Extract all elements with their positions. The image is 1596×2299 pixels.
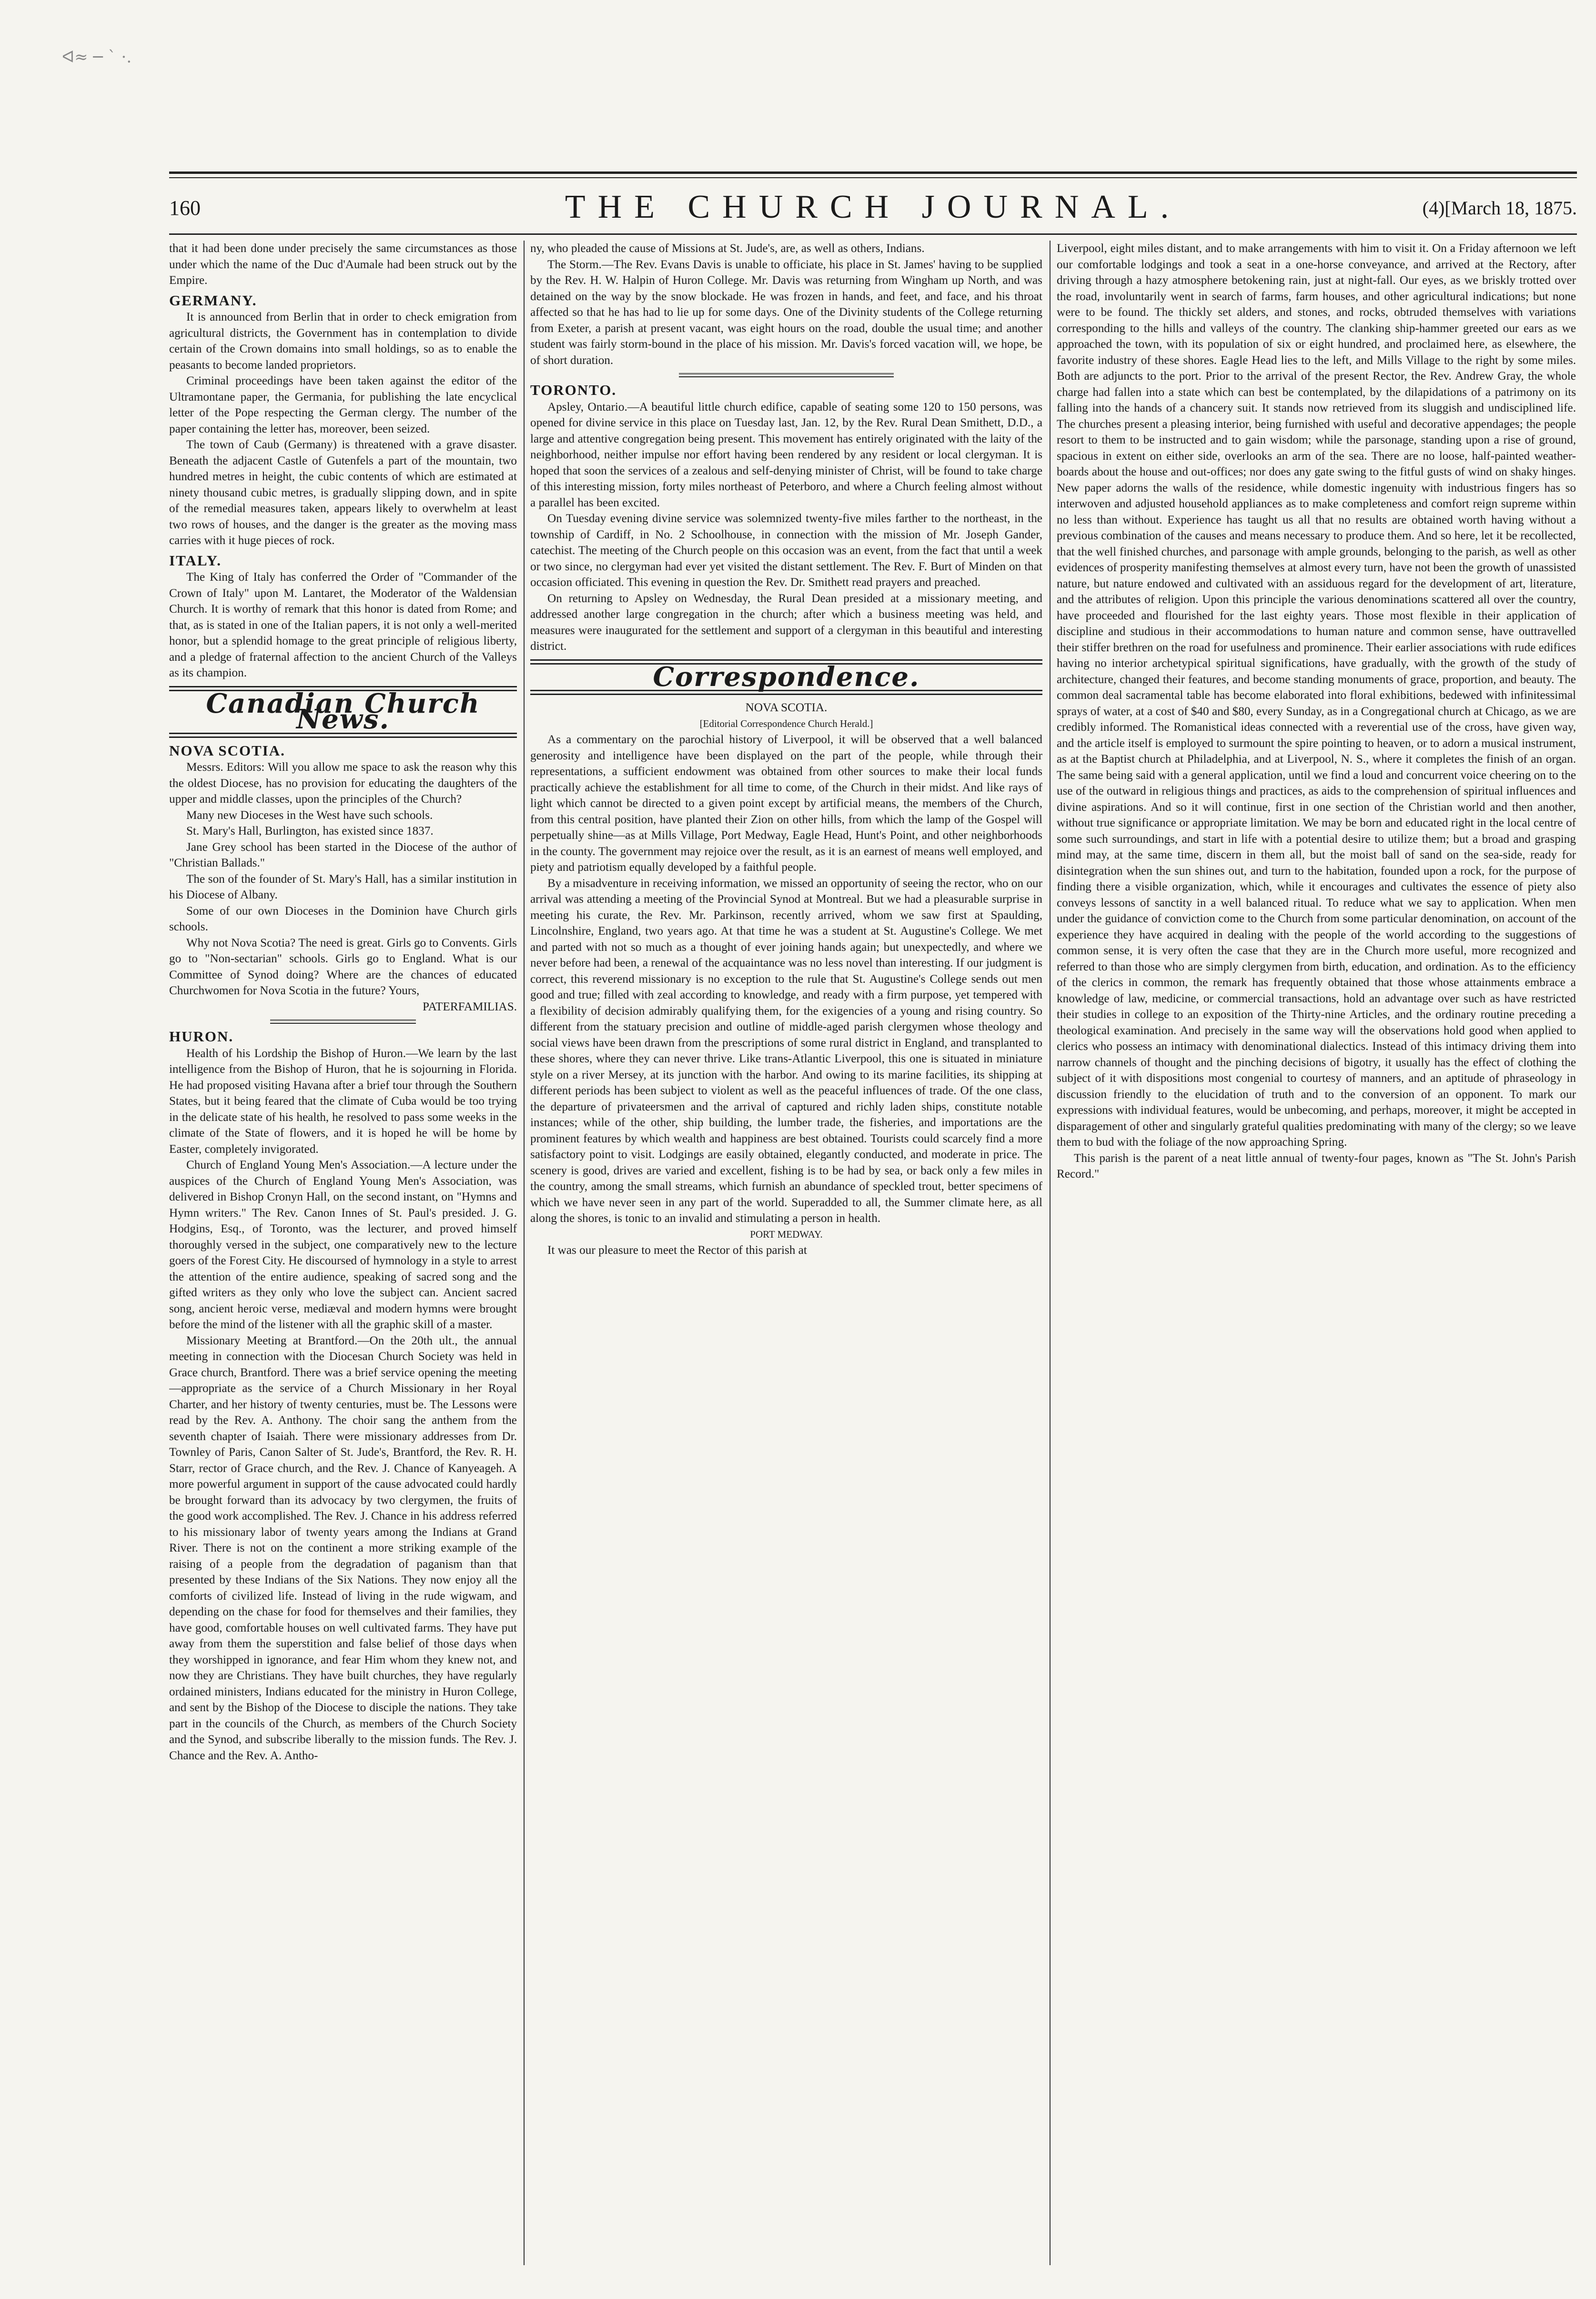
page-header — [169, 188, 1577, 231]
paragraph: The Storm.—The Rev. Evans Davis is unable to officiate, his place in St. James' having to be supplied by the Rev. H. W. Halpin of Huron College. Mr. Davis was returning from Wingham up North, and was detained on the way by the snow blockade. He was frozen in hands, and feet, and face, and his throat affected so that he has had to lie up for some days. One of the Divinity students of the College returning from Exeter, a parish at present vacant, was eight hours on the road, double the usual time; and another student was fairly storm-bound in the place of his mission. Mr. Davis's forced vacation will, we hope, be of short duration. — [530, 258, 1042, 367]
article-heading: NOVA SCOTIA. — [745, 701, 828, 714]
section-heading: HURON. — [169, 1028, 234, 1045]
issue-date: (4)[March 18, 1875. — [1422, 197, 1577, 219]
column-divider — [1050, 241, 1051, 2265]
paragraph: By a misadventure in receiving information, we missed an opportunity of seeing the rector, who on our arrival was attending a meeting of the Provincial Synod at Montreal. But we had a pleasurable surprise in meeting his curate, the Rev. Mr. Parkinson, recently arrived, whom we saw first at Spaulding, Lincolnshire, England, two years ago. At that time he was a student at St. Augustine's College. We met and parted with not so much as a thought of ever joining hands again; but unexpectedly, and where we never before had been, a renewal of the acquaintance was no less novel than interesting. If our judgment is correct, this reverend missionary is no exception to the rule that St. Augustine's College sends out men good and true; filled with zeal according to knowledge, and ready with a firm purpose, yet tempered with a flexibility of decision admirably qualifying them, for the exigencies of a young and rising country. So different from the statuary precision and outline of middle-aged parish clergymen whose theology and social views have been drawn from the prescriptions of some rural district in England, and transplanted to these shores, where they can never thrive. Like trans-Atlantic Liverpool, this one is situated in miniature style on a river Mersey, at its junction with the harbor. And owing to its marine facilities, its shipping at different periods has been subject to violent as well as the peaceful influences of trade. Of the one class, the departure of privateersmen and the arrival of captured and richly laden ships, constitute notable instances; while of the other, ship building, the lumber trade, the fisheries, and importations are the prominent features by which wealth and happiness are best obtained. Tourists could scarcely find a more satisfactory point to visit. Lodgings are easily obtained, elegantly conducted, and moderate in price. The scenery is good, drives are varied and excellent, fishing is to be had by sea, or back only a few miles in the country, among the small streams, which furnish an abundance of speckled trout, better specimens of which we have never seen in any part of the world. Superadded to all, the Summer climate here, as all along the shores, is tonic to an invalid and stimulating a person in health. — [530, 877, 1042, 1225]
paragraph: Apsley, Ontario.—A beautiful little church edifice, capable of seating some 120 to 150 persons, was opened for divine service in this place on Tuesday last, Jan. 12, by the Rev. Rural Dean Smithett, D.D., a large and attentive congregation being present. This movement has entirely originated with the laity of the neighborhood, neither impulse nor effort having been rendered by any resident or local clergyman. It is hoped that soon the services of a zealous and self-denying minister of Christ, will be found to take charge of this interesting mission, forty miles northeast of Peterboro, and where a Church feeling almost without a parallel has been excited. — [530, 400, 1042, 509]
paragraph: Why not Nova Scotia? The need is great. Girls go to Convents. Girls go to "Non-sectarian" schools. Girls go to England. What is our Committee of Synod doing? Where are the chances of educated Churchwomen for Nova Scotia in the future? Yours, — [169, 936, 517, 997]
paragraph: Some of our own Dioceses in the Dominion have Church girls schools. — [169, 904, 517, 933]
section-title: Canadian Church News. — [206, 687, 480, 735]
margin-scribble: ᐊ≈ ─ ` ·. — [62, 48, 132, 67]
column-2 — [530, 241, 1042, 2265]
paragraph: Criminal proceedings have been taken against the editor of the Ultramontane paper, the Germania, for publishing the late encyclical letter of the Pope respecting the German clergy. The number of the paper containing the letter has, moreover, been seized. — [169, 374, 517, 435]
header-rule — [169, 233, 1577, 235]
section-title: Correspondence. — [653, 661, 920, 693]
paragraph: St. Mary's Hall, Burlington, has existed since 1837. — [186, 825, 434, 837]
paragraph: The King of Italy has conferred the Order of "Commander of the Crown of Italy" upon M. Lantaret, the Moderator of the Waldensian Church. It is worthy of remark that this honor is dated from Rome; and that, as is stated in one of the Italian papers, it is not only a well-merited honor, but a splendid homage to the great principle of religious liberty, and a pledge of fraternal affection to the ancient Church of the Valleys as its champion. — [169, 571, 517, 679]
section-heading: GERMANY. — [169, 292, 257, 309]
section-heading: TORONTO. — [530, 382, 617, 398]
paragraph: Jane Grey school has been started in the Diocese of the author of "Christian Ballads." — [169, 840, 517, 869]
column-3 — [1057, 241, 1576, 2265]
paragraph: It is announced from Berlin that in order to check emigration from agricultural districts, the Government has in contemplation to divide certain of the Crown domains into small holdings, so as to enable the peasants to become landed proprietors. — [169, 311, 517, 372]
section-heading: NOVA SCOTIA. — [169, 742, 285, 759]
paragraph: As a commentary on the parochial history of Liverpool, it will be observed that a well balanced generosity and intelligence have been displayed on the part of the people, while through their representations, a sufficient endowment was obtained from other sources to make their local funds practically achieve the establishment for all time to come, of the Church in their midst. And like rays of light which cannot be directed to a given point except by artificial means, the members of the Church, from this central position, have planted their Zion on other hills, from which the lamp of the Gospel will perpetually shine—as at Mills Village, Port Medway, Eagle Head, Hunt's Point, and other neighborhoods in the county. The government may rejoice over the result, as it is an earnest of means well employed, and piety and patriotism equally developed by a faithful people. — [530, 733, 1042, 874]
paragraph: The town of Caub (Germany) is threatened with a grave disaster. Beneath the adjacent Castle of Gutenfels a part of the mountain, two hundred metres in height, the cubic contents of which are estimated at ninety thousand cubic metres, is gradually slipping down, and in spite of the remedial measures taken, appears likely to overwhelm at least two rows of houses, and the danger is the greater as the moving mass carries with it huge pieces of rock. — [169, 438, 517, 547]
article-heading: PORT MEDWAY. — [750, 1228, 823, 1240]
paragraph: that it had been done under precisely the same circumstances as those under which the name of the Duc d'Aumale had been struck out by the Empire. — [169, 242, 517, 287]
paragraph: ny, who pleaded the cause of Missions at St. Jude's, are, as well as others, Indians. — [530, 242, 925, 255]
separator-rule — [679, 373, 894, 377]
signature: PATERFAMILIAS. — [422, 1000, 517, 1013]
column-1 — [169, 241, 517, 2265]
page-number: 160 — [169, 196, 201, 220]
paragraph: Many new Dioceses in the West have such schools. — [186, 808, 433, 822]
section-heading: ITALY. — [169, 552, 222, 569]
top-rule-thin — [169, 177, 1577, 178]
paragraph: On Tuesday evening divine service was solemnized twenty-five miles farther to the northeast, in the township of Cardiff, in No. 2 Schoolhouse, in connection with the mission of Mr. Joseph Gander, catechist. The meeting of the Church people on this occasion was an event, from the fact that until a week or two since, no clergyman had ever yet visited the distant settlement. The Rev. F. Burt of Minden on that occasion officiated. This evening in question the Rev. Dr. Smithett read prayers and preached. — [530, 512, 1042, 589]
paragraph: The son of the founder of St. Mary's Hall, has a similar institution in his Diocese of Albany. — [169, 872, 517, 901]
article-source: [Editorial Correspondence Church Herald.] — [699, 717, 873, 729]
separator-rule — [270, 1019, 416, 1024]
paragraph: Liverpool, eight miles distant, and to make arrangements with him to visit it. On a Friday afternoon we left our comfortable lodgings and took a seat in a one-horse conveyance, and arrived at the Rectory, after driving through a hazy atmosphere betokening rain, just at night-fall. Our eyes, as we briskly trotted over the road, involuntarily went in search of farms, farm houses, and other agricultural indications; but none were to be found. The thickly set alders, and stones, and rocks, obtruded themselves with variations corresponding to the hills and valleys of the country. The clanking ship-hammer greeted our ears as we approached the town, with its population of six or eight hundred, and proclaimed here, as elsewhere, the favorite industry of these shores. Eagle Head lies to the left, and Mills Village to the right by some miles. Both are adjuncts to the port. Prior to the arrival of the present Rector, the Rev. Andrew Gray, the whole charge had fallen into a state which can best be contemplated, by the dilapidations of a patrimony on its falling into the hands of a chancery suit. It stands now retrieved from its sluggish and undisciplined life. The churches present a pleasing interior, being furnished with useful and decorative appendages; the people resort to them to be instructed and to gain wisdom; while the parsonage, standing upon a rise of ground, spacious in extent on either side, overlooks an arm of the sea. There are no loose, half-painted weather-boards about the house and out-offices; nor does any gate swing to the fitful gusts of wind on shaky hinges. New paper adorns the walls of the residence, while domestic ingenuity with industrious fingers has so interwoven and adjusted household appliances as to make completeness and comfort reign supreme within no less than without. Experience has taught us all that no results are obtained worth having without a previous combination of the causes and means necessary to produce them. And so here, let it be recollected, that the well finished churches, and parsonage with ample grounds, belonging to the parish, as well as other evidences of prosperity manifesting themselves at almost every turn, have not been the growth of unassisted nature, but nature endowed and cultivated with an assiduous regard for the development of art, literature, and the attributes of religion. Upon this principle the various denominations scattered all over the country, have proceeded and flourished for the last eighty years. Those most flexible in their application of discipline and studious in their accommodations to human nature and common sense, have outtravelled their stiffer brethren on the road for usefulness and prominence. Their earlier associations with rude edifices having no interior archetypical spiritual significations, have gradually, with the growth of the study of architecture, changed their features, and become standing monuments of grace, proportion, and beauty. The common deal sacramental table has become elaborated into floral exhibitions, bedewed with infinitessimal sprays of water, at a cost of $40 and $80, every Sunday, as in a Congregational church at Chicago, as we are credibly informed. The Romanistical ideas connected with a reverential use of the cross, have given way, and the article itself is employed to surmount the spire pointing to heaven, or to adorn a musical instrument, as at the Baptist church at Philadelphia, and at Liverpool, N. S., where it completes the finish of an organ. The same being said with a general application, until we find a loud and concurrent voice cheering on to the use of the outward in religious things and practices, as aids to the comprehension of spiritual influences and divine aspirations. And so it will continue, first in one section of the Christian world and then another, without true significance or appropriate limitation. We may be born and educated right in the local centre of some such surroundings, and start in life with a potential desire to utilize them; but a broad and grasping mind may, at the same time, discern in them all, but the moist ball of sand on the sea-side, ready for disintegration when the sun shines out, and turn to the habitation, founded upon a rock, for the purpose of finding there a visible organization, which, while it encourages and cultivates the essence of piety also conveys lessons of sanctity in a well balanced ritual. To reduce what we say to application. When men under the guidance of conviction come to the Church from some particular denomination, on account of the experience they have acquired in dealing with the people of the world according to the suggestions of common sense, it is very often the case that they are in the Church more useful, more recognized and referred to than those who are simply clergymen from birth, education, and ordination. As to the efficiency of the clerics in common, the remark has frequently obtained that those whose attainments embrace a knowledge of law, medicine, or commercial transactions, hold an advantage over such as have restricted their studies in college to an exposition of the Thirty-nine Articles, and the ordinary routine preceding a theological examination. And precisely in the same way will the observations hold good when applied to clerics who possess an intimacy with denominational dialectics. Instead of this intimacy driving them into narrow channels of thought and the pinching decisions of bigotry, it usually has the effect of clothing the subject of it with dispositions most congenial to courtesy of manners, and an aptitude of phraseology in discussion friendly to the elucidation of truth and to the conversion of an opponent. To mark our expressions with individual features, would be unbecoming, and perhaps, moreover, it might be accepted in disparagement of other and singularly grateful qualities predominating with many of the clergy; so we leave them to bud with the foliage of the now approaching Spring. — [1057, 242, 1576, 1149]
paragraph: Health of his Lordship the Bishop of Huron.—We learn by the last intelligence from the Bishop of Huron, that he is sojourning in Florida. He had proposed visiting Havana after a brief tour through the Southern States, but it being feared that the climate of Cuba would be too trying in the delicate state of his health, he resolved to pass some weeks in the climate of the State of flowers, and it is hoped he will be home by Easter, completely invigorated. — [169, 1047, 517, 1156]
paragraph: Messrs. Editors: Will you allow me space to ask the reason why this the oldest Diocese, has no provision for educating the daughters of the upper and middle classes, upon the principles of the Church? — [169, 761, 517, 806]
masthead-title: THE CHURCH JOURNAL. — [565, 189, 1182, 225]
top-rule — [169, 171, 1577, 174]
paragraph: This parish is the parent of a neat little annual of twenty-four pages, known as "The St. John's Parish Record." — [1057, 1151, 1576, 1180]
paragraph: Missionary Meeting at Brantford.—On the 20th ult., the annual meeting in connection with the Diocesan Church Society was held in Grace church, Brantford. There was a brief service opening the meeting—appropriate as the service of a Church Missionary in her Royal Charter, and her history of twenty centuries, must be. The Lessons were read by the Rev. A. Anthony. The choir sang the anthem from the seventh chapter of Isaiah. There were missionary addresses from Dr. Townley of Paris, Canon Salter of St. Jude's, Brantford, the Rev. R. H. Starr, rector of Grace church, and the Rev. J. Chance of Kanyeageh. A more powerful argument in support of the cause advocated could hardly be brought forward than its advocacy by two clergymen, the fruits of the good work accomplished. The Rev. J. Chance in his address referred to his missionary labor of twenty years among the Indians at Grand River. There is not on the continent a more striking example of the raising of a people from the degradation of paganism than that presented by these Indians of the Six Nations. They now enjoy all the comforts of civilized life. Instead of living in the rude wigwam, and depending on the chase for food for themselves and their families, they have good, comfortable houses on well cultivated farms. They have put away from them the superstition and false belief of those days when they worshipped in ignorance, and fear Him whom they knew not, and now they are Christians. They have built churches, they have regularly ordained ministers, Indians educated for the ministry in Huron College, and sent by the Bishop of the Diocese to disciple the nations. They take part in the councils of the Church, as members of the Church Society and the Synod, and subscribe liberally to the mission funds. The Rev. J. Chance and the Rev. A. Antho- — [169, 1334, 517, 1762]
paragraph: It was our pleasure to meet the Rector of this parish at — [547, 1244, 807, 1257]
paragraph: Church of England Young Men's Association.—A lecture under the auspices of the Church of England Young Men's Association, was delivered in Bishop Cronyn Hall, on the second instant, on "Hymns and Hymn writers." The Rev. Canon Innes of St. Paul's presided. J. G. Hodgins, Esq., of Toronto, was the lecturer, and proved himself thoroughly versed in the subject, one comparatively new to the lecture goers of the Forest City. He discoursed of hymnology in a style to arrest the attention of the entire audience, speaking of sacred song and the gifted writers as they only who love the subject can. Ancient sacred song, ancient heroic verse, mediæval and modern hymns were brought before the mind of the listener with all the graphic skill of a master. — [169, 1159, 517, 1331]
paragraph: On returning to Apsley on Wednesday, the Rural Dean presided at a missionary meeting, and addressed another large congregation in the church; after which a business meeting was held, and measures were inaugurated for the settlement and support of a clergyman in this beautiful and interesting district. — [530, 592, 1042, 653]
column-divider — [524, 241, 525, 2265]
